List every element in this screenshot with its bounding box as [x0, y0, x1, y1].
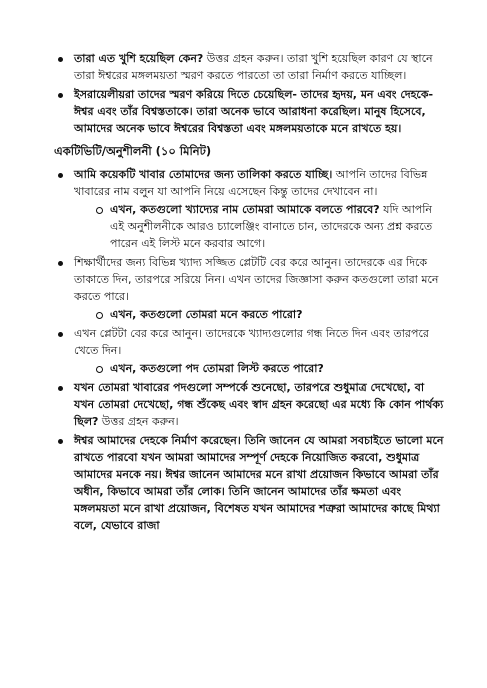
- activity-list: [54, 166, 447, 534]
- sub-list: [74, 360, 447, 377]
- intro-list: [54, 50, 447, 137]
- body-text: এখন প্লেটটা বের করে আনুন। তাদেরকে খ্যাদ্যগুলোর গন্ধ নিতে দিন এবং তারপরে খেতে দিন।: [74, 327, 429, 357]
- bold-statement: ঈশ্বর আমাদের দেহকে নির্মাণ করেছেন। তিনি জানেন যে আমরা সবচাইতে ভালো মনে রাখতে পারবো যখন আমরা আমাদের সম্পূর্ণ দেহকে নিয়োজিত করবো, শুধুমাত্র আমাদের মনকে নয়। ঈশ্বর জানেন আমাদের মনে রাখা প্রয়োজন কিভাবে আমরা তাঁর অধীন, কিভাবে আমরা তাঁর লোক। তিনি জানেন আমাদের তাঁর ক্ষমতা এবং মঙ্গলময়তা মনে রাখা প্রয়োজন, বিশেষত যখন আমাদের শত্রুরা আমাদের কাছে মিথ্যা বলে, যেভাবে রাজা: [74, 434, 444, 532]
- body-text: আপনি তাদের বিভিন্ন খাবারের নাম বলুন যা আপনি নিয়ে এসেছেন কিন্তু তাদের দেখাবেন না।: [74, 168, 428, 198]
- list-item: [54, 166, 447, 252]
- list-item: [54, 325, 447, 377]
- bold-question: এখন, কতগুলো খ্যাদ্যের নাম তোমরা আমাকে বলতে পারবে?: [110, 203, 380, 216]
- list-item: [54, 432, 447, 534]
- body-text: শিক্ষার্থীদের জন্য বিভিন্ন খ্যাদ্য সজ্জিত প্লেটটি বের করে আনুন। তাদেরকে এর দিকে তাকাতে দিন, তারপরে সরিয়ে নিন। এখন তাদের জিজ্ঞাসা করুন কতগুলো তারা মনে করতে পারে।: [74, 256, 439, 303]
- bold-question: এখন, কতগুলো পদ তোমরা লিস্ট করতে পারো?: [110, 362, 324, 375]
- list-item: [54, 86, 447, 137]
- list-item: [54, 379, 447, 430]
- sub-list-item: [74, 201, 447, 252]
- body-text: উত্তর গ্রহন করুন। তারা খুশি হয়েছিল কারণ যে স্থানে তারা ঈশ্বরের মঙ্গলময়তা স্মরণ করতে পারতো তা তারা নির্মাণ করতে যাচ্ছিল।: [74, 52, 433, 82]
- bold-statement: আমি কয়েকটি খাবার তোমাদের জন্য তালিকা করতে যাচ্ছি।: [74, 168, 333, 181]
- section-heading: একটিভিটি/অনুশীলনী (১০ মিনিট): [54, 144, 212, 158]
- list-item: [54, 254, 447, 323]
- bold-statement: ইসরায়েলীয়রা তাদের স্মরণ করিয়ে দিতে চেয়েছিল- তাদের হৃদয়, মন এবং দেহকে- ঈশ্বর এবং তাঁর বিশ্বস্ততাকে। তারা অনেক ভাবে আরাধনা করেছিল। মানুষ হিসেবে, আমাদের অনেক ভাবে ঈশ্বরের বিশ্বস্ততা এবং মঙ্গলময়তাকে মনে রাখতে হয়।: [74, 88, 434, 135]
- bold-question: এখন, কতগুলো তোমরা মনে করতে পারো?: [110, 308, 303, 321]
- bold-question: যখন তোমরা খাবারের পদগুলো সম্পর্কে শুনেছো, তারপরে শুধুমাত্র দেখেছো, বা যখন তোমরা দেখেছো, গন্ধ শুঁকেছ এবং স্বাদ গ্রহন করেছো এর মধ্যে কি কোন পার্থক্য ছিল?: [74, 381, 444, 428]
- sub-list-item: [74, 360, 447, 377]
- bold-question: তারা এত খুশি হয়েছিল কেন?: [74, 52, 204, 65]
- sub-list-item: [74, 306, 447, 323]
- body-text: যদি আপনি এই অনুশীলনীকে আরও চ্যালেঞ্জিং বানাতে চান, তাদেরকে অন্য প্রশ্ন করতে পারেন এই লিস্ট মনে করবার আগে।: [110, 203, 433, 250]
- list-item: [54, 50, 447, 84]
- sub-list: [74, 201, 447, 252]
- sub-list: [74, 306, 447, 323]
- body-text: উত্তর গ্রহন করুন।: [98, 415, 179, 428]
